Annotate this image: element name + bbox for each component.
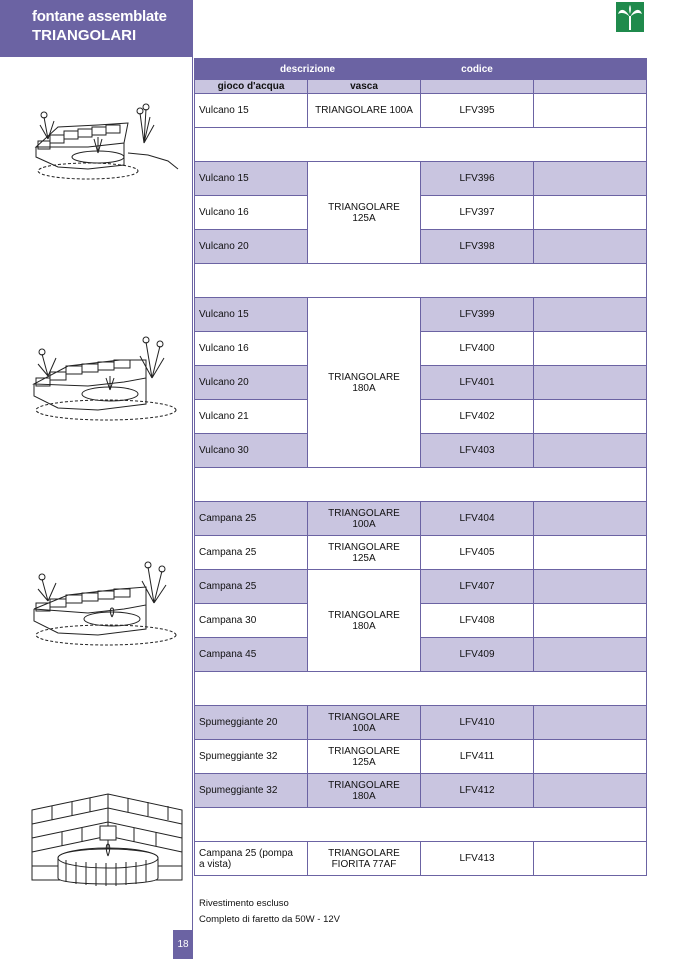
header-empty (534, 80, 647, 94)
table-row (195, 536, 647, 570)
cell-vasca: TRIANGOLARE 125A (308, 740, 421, 774)
cell-empty (534, 740, 647, 774)
cell-codice: LFV412 (421, 774, 534, 808)
cell-vasca: TRIANGOLARE 180A (308, 774, 421, 808)
table-row (195, 400, 647, 434)
spacer-cell (195, 264, 647, 298)
table-row (195, 196, 647, 230)
cell-codice: LFV408 (421, 604, 534, 638)
table-row (195, 332, 647, 366)
cell-empty (534, 332, 647, 366)
table-row (195, 570, 647, 604)
cell-codice: LFV400 (421, 332, 534, 366)
cell-gioco: Campana 30 (195, 604, 308, 638)
cell-vasca: TRIANGOLARE 125A (308, 536, 421, 570)
cell-empty (534, 638, 647, 672)
cell-codice: LFV407 (421, 570, 534, 604)
cell-codice: LFV401 (421, 366, 534, 400)
fountain-illustration-icon (28, 790, 186, 892)
table-row (195, 740, 647, 774)
cell-codice: LFV399 (421, 298, 534, 332)
table-row (195, 842, 647, 876)
cell-codice: LFV404 (421, 502, 534, 536)
fountain-illustration-icon (28, 555, 186, 650)
cell-codice: LFV397 (421, 196, 534, 230)
cell-vasca: TRIANGOLARE 100A (308, 706, 421, 740)
table-header-row (195, 59, 647, 80)
cell-codice: LFV410 (421, 706, 534, 740)
table-row (195, 604, 647, 638)
spacer-row (195, 672, 647, 706)
brand-logo-icon (616, 2, 644, 32)
cell-gioco: Campana 45 (195, 638, 308, 672)
cell-codice: LFV413 (421, 842, 534, 876)
product-table (194, 58, 647, 876)
cell-empty (534, 94, 647, 128)
page-number: 18 (173, 930, 193, 959)
cell-codice: LFV403 (421, 434, 534, 468)
cell-gioco: Vulcano 16 (195, 196, 308, 230)
cell-empty (534, 604, 647, 638)
cell-codice: LFV396 (421, 162, 534, 196)
fountain-illustration-icon (28, 330, 186, 425)
spacer-cell (195, 808, 647, 842)
header-codice: codice (421, 59, 534, 80)
cell-empty (534, 842, 647, 876)
cell-codice: LFV405 (421, 536, 534, 570)
table-row (195, 366, 647, 400)
cell-vasca: TRIANGOLARE 125A (308, 162, 421, 264)
note-cladding: Rivestimento escluso (199, 898, 289, 909)
cell-empty (534, 774, 647, 808)
cell-gioco: Vulcano 21 (195, 400, 308, 434)
cell-gioco: Vulcano 20 (195, 366, 308, 400)
cell-gioco: Campana 25 (195, 536, 308, 570)
header-descrizione: descrizione (195, 59, 421, 80)
spacer-cell (195, 672, 647, 706)
cell-vasca: TRIANGOLARE 180A (308, 570, 421, 672)
header-vasca: vasca (308, 80, 421, 94)
cell-codice: LFV395 (421, 94, 534, 128)
table-row (195, 298, 647, 332)
cell-gioco: Vulcano 15 (195, 94, 308, 128)
table-row (195, 230, 647, 264)
spacer-cell (195, 128, 647, 162)
cell-gioco: Vulcano 30 (195, 434, 308, 468)
cell-empty (534, 298, 647, 332)
cell-vasca: TRIANGOLARE 100A (308, 94, 421, 128)
cell-gioco: Spumeggiante 20 (195, 706, 308, 740)
cell-vasca: TRIANGOLARE 180A (308, 298, 421, 468)
cell-empty (534, 366, 647, 400)
cell-gioco: Vulcano 15 (195, 298, 308, 332)
cell-empty (534, 536, 647, 570)
table-row (195, 502, 647, 536)
left-divider (192, 57, 193, 959)
cell-empty (534, 502, 647, 536)
header-gioco: gioco d'acqua (195, 80, 308, 94)
cell-codice: LFV402 (421, 400, 534, 434)
cell-empty (534, 434, 647, 468)
cell-gioco: Vulcano 20 (195, 230, 308, 264)
cell-codice: LFV411 (421, 740, 534, 774)
fountain-illustration-icon (28, 95, 186, 185)
table-row (195, 706, 647, 740)
header-title-line1: fontane assemblate (32, 8, 167, 25)
header-empty (534, 59, 647, 80)
cell-gioco: Vulcano 16 (195, 332, 308, 366)
spacer-row (195, 128, 647, 162)
cell-gioco: Campana 25 (195, 570, 308, 604)
spacer-row (195, 264, 647, 298)
header-empty (421, 80, 534, 94)
spacer-cell (195, 468, 647, 502)
cell-empty (534, 162, 647, 196)
cell-empty (534, 196, 647, 230)
cell-codice: LFV409 (421, 638, 534, 672)
cell-empty (534, 230, 647, 264)
cell-vasca: TRIANGOLARE 100A (308, 502, 421, 536)
cell-gioco: Spumeggiante 32 (195, 740, 308, 774)
cell-empty (534, 570, 647, 604)
cell-empty (534, 706, 647, 740)
cell-gioco: Campana 25 (195, 502, 308, 536)
cell-gioco: Vulcano 15 (195, 162, 308, 196)
table-subheader-row (195, 80, 647, 94)
notes (199, 896, 340, 928)
cell-vasca: TRIANGOLARE FIORITA 77AF (308, 842, 421, 876)
cell-gioco: Campana 25 (pompa a vista) (195, 842, 308, 876)
header-title-line2: TRIANGOLARI (32, 27, 137, 44)
cell-codice: LFV398 (421, 230, 534, 264)
table-row (195, 774, 647, 808)
table-row (195, 94, 647, 128)
cell-gioco: Spumeggiante 32 (195, 774, 308, 808)
spacer-row (195, 468, 647, 502)
spacer-row (195, 808, 647, 842)
table-row (195, 434, 647, 468)
note-light: Completo di faretto da 50W - 12V (199, 914, 340, 925)
table-row (195, 638, 647, 672)
cell-empty (534, 400, 647, 434)
page-header (0, 0, 193, 57)
table-row (195, 162, 647, 196)
